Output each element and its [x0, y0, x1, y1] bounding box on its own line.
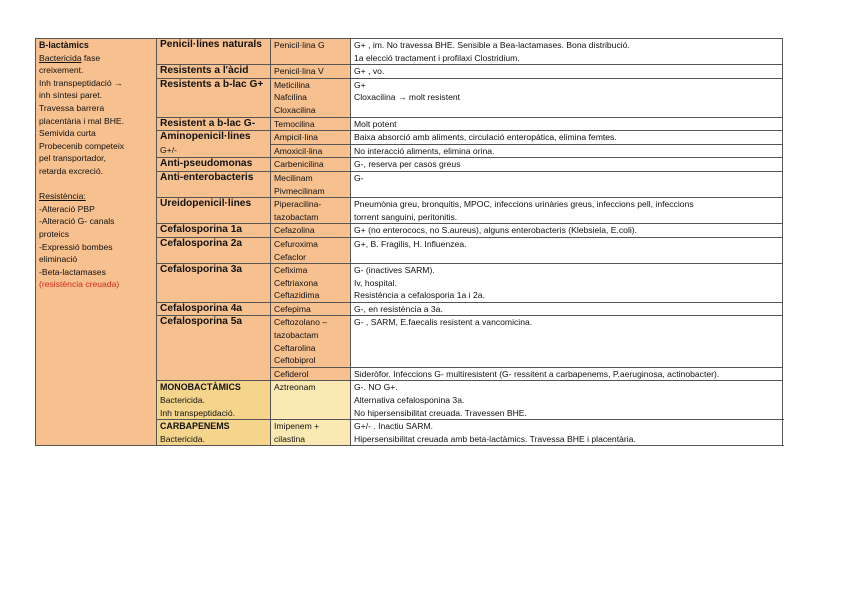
group-aminopenicilines: Aminopenicil·lines G+/- — [157, 131, 271, 158]
drug-cell: Cefuroxima Cefaclor — [271, 237, 351, 263]
drug-cell: Mecilinam Pivmecilinam — [271, 171, 351, 197]
blactamics-line: placentària i mal BHE. — [39, 115, 125, 126]
resistencia-creuada: (resistència creuada) — [39, 279, 120, 290]
drug-cell: Cefiderol — [271, 367, 351, 381]
drug-cell: Temocilina — [271, 117, 351, 131]
blactamics-description-cell: B-lactàmics Bactericida fase creixement. Inh transpeptidació → inh síntesi paret. Travessa barrera placentària i mal BHE. Semivida curta Probecenib competeix pel transportador, retarda excreció. Resistència: -Alteració PBP -Alteració G- canals proteics -Expressió bombes eliminació -Beta-lactamases (resistència creuada) — [36, 39, 157, 446]
group-cefalosporina-1a: Cefalosporina 1a — [157, 224, 271, 238]
blactamics-line: creixement. — [39, 65, 84, 76]
drug-cell: Ampicil·lina — [271, 131, 351, 145]
description-cell: G-. NO G+. Alternativa cefalosponina 3a. No hipersensibilitat creuada. Travessen BHE. — [351, 381, 783, 420]
description-cell: G+/- . Inactiu SARM. Hipersensibilitat creuada amb beta-lactàmics. Travessa BHE i placentària. — [351, 420, 783, 446]
group-resistents-blac-gpos: Resistents a b-lac G+ — [157, 78, 271, 117]
drug-cell: Cefazolina — [271, 224, 351, 238]
table-row — [36, 39, 783, 65]
resistencia-line: proteics — [39, 228, 70, 239]
group-cefalosporina-2a: Cefalosporina 2a — [157, 237, 271, 263]
blactamics-line: pel transportador, — [39, 153, 106, 164]
description-cell: G- — [351, 171, 783, 197]
blactamics-line: Probecenib competeix — [39, 140, 125, 151]
drug-cell: Penicil·lina G — [271, 39, 351, 65]
group-cefalosporina-5a: Cefalosporina 5a — [157, 316, 271, 381]
drug-cell: Piperacilina- tazobactam — [271, 198, 351, 224]
group-resistent-blac-gneg: Resistent a b-lac G- — [157, 117, 271, 131]
description-cell: G- , SARM, E.faecalis resistent a vancomicina. — [351, 316, 783, 367]
blactamics-line: Semivida curta — [39, 128, 96, 139]
description-cell: Molt potent — [351, 117, 783, 131]
resistencia-line: -Beta-lactamases — [39, 266, 106, 277]
group-resistents-acid: Resistents a l'àcid — [157, 65, 271, 79]
blactamics-line: retarda excreció. — [39, 165, 104, 176]
description-cell: Baixa absorció amb aliments, circulació enteropàtica, elimina femtes. — [351, 131, 783, 145]
resistencia-line: -Alteració G- canals — [39, 216, 115, 227]
resistencia-line: -Expressió bombes — [39, 241, 113, 252]
blactamics-title: B-lactàmics — [39, 40, 89, 50]
group-ureidopenicilines: Ureidopenicil·lines — [157, 198, 271, 224]
drug-cell: Ceftozolano – tazobactam Ceftarolina Ceftobiprol — [271, 316, 351, 367]
drug-cell: Meticilina Nafcilina Cloxacilina — [271, 78, 351, 117]
group-cefalosporina-4a: Cefalosporina 4a — [157, 302, 271, 316]
resistencia-line: eliminació — [39, 254, 78, 265]
resistencia-title: Resistència: — [39, 191, 86, 202]
description-cell: G+ , im. No travessa BHE. Sensible a Bea-lactamases. Bona distribució. 1a elecció tractament i profilaxi Clostridium. — [351, 39, 783, 65]
group-antienterobacteris: Anti-enterobacteris — [157, 171, 271, 197]
carbapenems-description-cell: CARBAPENEMS Bactericida. — [157, 420, 271, 446]
description-cell: G+ , vo. — [351, 65, 783, 79]
resistencia-line: -Alteració PBP — [39, 203, 95, 214]
group-cefalosporina-3a: Cefalosporina 3a — [157, 264, 271, 303]
group-penicilines-naturals: Penicil·lines naturals — [157, 39, 271, 65]
description-cell: G+ Cloxacilina → molt resistent — [351, 78, 783, 117]
bactericida-label: Bactericida — [39, 52, 82, 63]
blactamics-line: Travessa barrera — [39, 102, 105, 113]
drug-cell: Cefepima — [271, 302, 351, 316]
blactamics-line: inh síntesi paret. — [39, 90, 103, 101]
drug-cell: Aztreonam — [271, 381, 351, 420]
drug-cell: Imipenem + cilastina — [271, 420, 351, 446]
drug-cell: Carbenicilina — [271, 158, 351, 172]
drug-cell: Penicil·lina V — [271, 65, 351, 79]
antibiotics-table — [35, 38, 783, 446]
description-cell: G-, en resistència a 3a. — [351, 302, 783, 316]
group-antipseudomonas: Anti-pseudomonas — [157, 158, 271, 172]
description-cell: Pneumònia greu, bronquitis, MPOC, infeccions urinàries greus, infeccions pell, infeccions torrent sanguini, peritonitis. — [351, 198, 783, 224]
description-cell: G+ (no enterococs, no S.aureus), alguns enterobacteris (Klebsiela, E.coli). — [351, 224, 783, 238]
drug-cell: Amoxicil·lina — [271, 144, 351, 158]
description-cell: No interacció aliments, elimina orina. — [351, 144, 783, 158]
description-cell: G+, B. Fragilis, H. Influenzea. — [351, 237, 783, 263]
description-cell: G- (inactives SARM). Iv, hospital. Resistència a cefalosporia 1a i 2a. — [351, 264, 783, 303]
blactamics-line: Inh transpeptidació → — [39, 77, 123, 88]
description-cell: G-, reserva per casos greus — [351, 158, 783, 172]
description-cell: Sideròfor. Infeccions G- multiresistent (G- ressitent a carbapenems, P.aeruginosa, actinobacter). — [351, 367, 783, 381]
drug-cell: Cefixima Ceftriaxona Ceftazidima — [271, 264, 351, 303]
monobactamics-description-cell: MONOBACTÀMICS Bactericida. Inh transpeptidació. — [157, 381, 271, 420]
